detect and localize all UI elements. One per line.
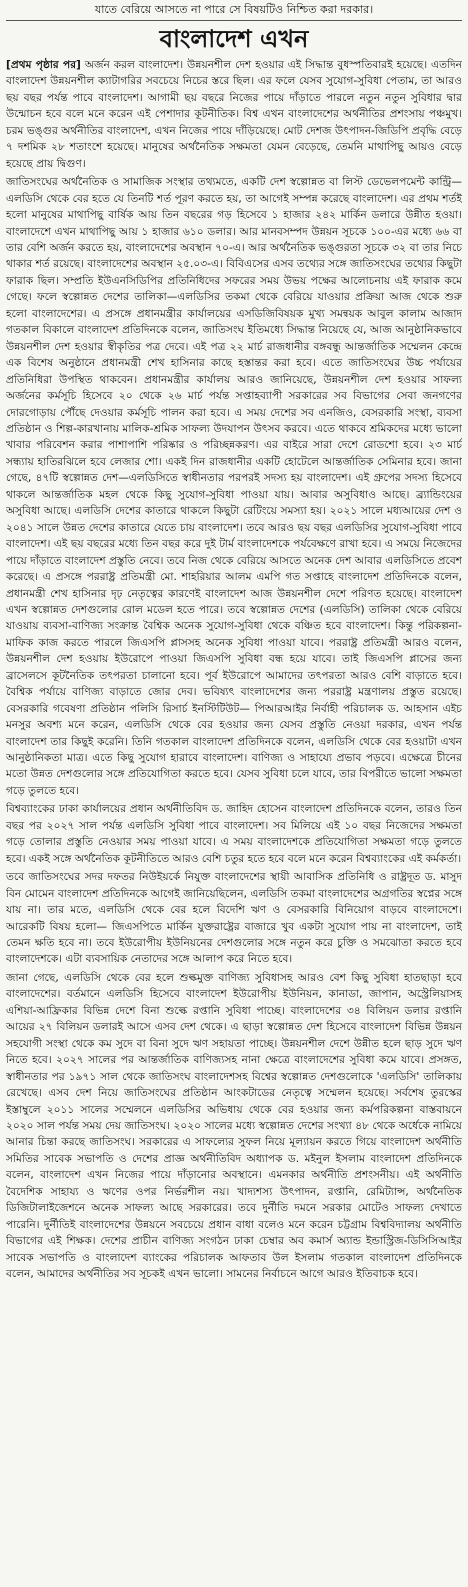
paragraph: তবে জাতিসংঘের সদর দফতর নিউইয়র্কে নিযুক্ত বাংলাদেশের স্থায়ী আবাসিক প্রতিনিধি ও রাষ্ট্রদূত ড. মাসুদ বিন মোমেন বাংলাদেশ প্রতিদিনকে আগেই জানিয়েছিলেন, এলডিসি তকমা বাংলাদেশের অগ্রগতির স্বপ্নের সঙ্গে যায় না। তার মতে, এলডিসি থেকে বের হলে বিদেশি ঋণ ও বেসরকারি বিনিয়োগ বাড়বে বাংলাদেশে। আরেকটি বিষয় হলো— জিএসপিতে মার্কিন যুক্তরাষ্ট্রের বাজারে খুব একটা সুযোগ পায় না বাংলাদেশ, তাই তেমন ক্ষতি হবে না। তবে ইউরোপীয় ইউনিয়নের দেশগুলোর সঙ্গে নতুন করে চুক্তি ও সমঝোতা করতে হবে বাংলাদেশকে। এটা ব্যবসায়িক নেতাদের সঙ্গে আলাপ করে নিতে হবে।: [6, 871, 462, 966]
paragraph-text: অর্জন করল বাংলাদেশ। উন্নয়নশীল দেশ হওয়ার এই সিদ্ধান্ত বুধস্পতিবারই হয়েছে। এতদিন বাংলাদেশ উন্নয়নশীল ক্যাটাগরির সবচেয়ে নিচের স্তরে ছিল। এর ফলে যেসব সুযোগ-সুবিধা পেতাম, তা আরও ছয় বছর পর্যন্ত পাবে বাংলাদেশ। আগামী ছয় বছরে নিজের পায়ে দাঁড়াতে পারলে নতুন নতুন সুবিধার দ্বার উন্মোচন হবে বলে মনে করেন এই পেশাদার কূটনীতিক। বিশ্ব এখন বাংলাদেশের অর্থনীতির প্রশংসায় পঞ্চমুখ। চরম ভঙ্গুর অর্থনীতির বাংলাদেশ, এখন নিজের পায়ে দাঁড়িয়েছে। মোট দেশজ উৎপাদন-জিডিপি প্রবৃদ্ধি বেড়ে ৭ দশমিক ২৮ শতাংশে হয়েছে। মানুষের অর্থনৈতিক সক্ষমতা যেমন বেড়েছে, তেমনি মাথাপিছু আয়ও বেড়ে হয়েছে প্রায় দ্বিগুণ।: [6, 59, 462, 170]
headline: বাংলাদেশ এখন: [159, 24, 309, 53]
previous-article-tail: যাতে বেরিয়ে আসতে না পারে সে বিষয়টিও নিশ্চিত করা দরকার।: [6, 0, 462, 21]
article-body: [6, 57, 462, 1283]
paragraph: বিশ্বব্যাংকের ঢাকা কার্যালয়ের প্রধান অর্থনীতিবিদ ড. জাহিদ হোসেন বাংলাদেশ প্রতিদিনকে বলেন, তারও তিন বছর পর ২০২৭ সাল পর্যন্ত এলডিসি সুবিধা পাবে বাংলাদেশ। সব মিলিয়ে এই ১০ বছর নিজেদের সক্ষমতা গড়ে তোলার প্রস্তুতি নেওয়ার সময় পাওয়া যাবে। এ সময় বাংলাদেশকে প্রতিযোগিতা সক্ষমতা গড়ে তুলতে হবে। একই সঙ্গে অর্থনৈতিক কূটনীতিতে আরও বেশি চতুর হতে হবে বলে মনে করেন বিশ্বব্যাংকের এই কর্মকর্তা।: [6, 803, 462, 865]
paragraph: জাতিসংঘের অর্থনৈতিক ও সামাজিক সংস্থার তথ্যমতে, একটি দেশ স্বল্পোন্নত বা লিস্ট ডেভেলপমেন্ট কান্ট্রি— এলডিসি থেকে বের হতে যে তিনটি শর্ত পূরণ করতে হয়, তা আগেই সম্পন্ন করেছে বাংলাদেশ। এর প্রথম শর্তই হলো মানুষের মাথাপিছু বার্ষিক আয় তিন বছরের গড় হিসেবে ১ হাজার ২৪২ মার্কিন ডলারে উন্নীত হওয়া। বাংলাদেশে এখন মাথাপিছু আয় ১ হাজার ৬১০ ডলার। আর মানবসম্পদ উন্নয়ন সূচকে ১০০-এর মধ্যে ৬৬ বা তার বেশি অর্জন করতে হয়, বাংলাদেশের অবস্থান ৭০-এ। আর অর্থনৈতিক ভঙ্গুরতা সূচকে ৩২ বা তার নিচে থাকার শর্ত রয়েছে। বাংলাদেশের অবস্থান ২৫.০৩-এ। বিবিএসের এসব তথ্যের সঙ্গে জাতিসংঘের তথ্যের কিছুটা ফারাক ছিল। সম্প্রতি ইউএনসিডিপির প্রতিনিধিদের সফরের সময় উভয় পক্ষের আলোচনায় এই ফারাক কমে গেছে। ফলে স্বল্পোন্নত দেশের তালিকা—এলডিসির তকমা থেকে বেরিয়ে যাওয়ার প্রক্রিয়া আজ থেকে শুরু হলো বাংলাদেশের। এ প্রসঙ্গে প্রধানমন্ত্রীর কার্যালয়ের এসডিজিবিষয়ক মুখ্য সমন্বয়ক আবুল কালাম আজাদ গতকাল বিকালে বাংলাদেশ প্রতিদিনকে বলেন, জাতিসংঘ ইতিমধ্যে সিদ্ধান্ত নিয়েছে যে, আজ আনুষ্ঠানিকভাবে উন্নয়নশীল দেশ হওয়ার স্বীকৃতির পত্র দেবে। এই পত্র ২২ মার্চ রাজধানীর বঙ্গবন্ধু আন্তর্জাতিক সম্মেলন কেন্দ্রে এক বিশেষ অনুষ্ঠানে প্রধানমন্ত্রী শেখ হাসিনার কাছে হস্তান্তর করা হবে। এতে জাতিসংঘের উচ্চ পর্যায়ের প্রতিনিধিরা উপস্থিত থাকবেন। প্রধানমন্ত্রীর কার্যালয় আরও জানিয়েছে, উন্নয়নশীল দেশ হওয়ার সাফল্য অর্জনের কর্মসূচি হিসেবে ২০ থেকে ২৬ মার্চ পর্যন্ত সপ্তাহব্যাপী সরকারের সব বিভাগের সেবা জনগণের দোরগোড়ায় পৌঁছে দেওয়ার কর্মসূচি পালন করা হবে। এ সময় দেশের সব এনজিও, বেসরকারি সংস্থা, ব্যবসা প্রতিষ্ঠান ও শিল্প-কারখানায় মালিক-শ্রমিক সাফল্য উদযাপন উৎসব করবে। এতে থাকবে শ্রমিকদের মধ্যে ভালো খাবার পরিবেশন করার পাশাপাশি পরিষ্কার ও পরিচ্ছন্নকরণ। এর বাইরে সারা দেশে রোডশো হবে। ২৩ মার্চ সন্ধ্যায় হাতিরঝিলে হবে লেজার শো। একই দিন রাজধানীর একটি হোটেলে আন্তর্জাতিক সেমিনার হবে। জানা গেছে, ৪৭টি স্বল্পোন্নত দেশ—এলডিসিতে স্বাধীনতার পরপরই সদস্য হয় বাংলাদেশ। এই গ্রুপের সদস্য হিসেবে থাকলে আন্তর্জাতিক মহল থেকে কিছু সুযোগ-সুবিধা পাওয়া যায়। আবার অসুবিধাও আছে। ব্র্যান্ডিংয়ের অসুবিধা আছে। এলডিসি দেশের কাতারে থাকলে কিছুটা রেটিংয়ে সমস্যা হয়। ২০২১ সালে মধ্যআয়ের দেশ ও ২০৪১ সালে উন্নত দেশের কাতারে যেতে চায় বাংলাদেশ। তবে আরও ছয় বছর এলডিসির সুযোগ-সুবিধা পাবে বাংলাদেশ। এই ছয় বছরের মধ্যে তিন বছর করে দুই টার্ম বাংলাদেশকে পর্যবেক্ষণে রাখা হবে। এ সময়ে নিজেদের পায়ে দাঁড়াতে বাংলাদেশ প্রস্তুতি নেবে। তবে নিজ থেকে বেরিয়ে আসতে অনেক দেশ আবার এলডিসিতে প্রবেশ করেছে। এ প্রসঙ্গে পররাষ্ট্র প্রতিমন্ত্রী মো. শাহরিয়ার আলম এমপি গত সপ্তাহে বাংলাদেশ প্রতিদিনকে বলেন, প্রধানমন্ত্রী শেখ হাসিনার দৃঢ় নেতৃত্বের কারণেই বাংলাদেশ আজ উন্নয়নশীল দেশে পরিণত হয়েছে। বাংলাদেশ এখন স্বল্পোন্নত দেশগুলোর রোল মডেল হতে পারে। তবে স্বল্পোন্নত দেশের (এলডিসি) তালিকা থেকে বেরিয়ে যাওয়ায় ব্যবসা-বাণিজ্য সংক্রান্ত বৈশ্বিক অনেক সুযোগ-সুবিধা থেকে বঞ্চিত হবে বাংলাদেশ। কিন্তু পরিকল্পনা-মাফিক কাজ করতে পারলে জিএসপি প্লাসসহ অনেক সুবিধা পাওয়া যাবে। পররাষ্ট্র প্রতিমন্ত্রী আরও বলেন, উন্নয়নশীল দেশ হওয়ায় ইউরোপে পাওয়া জিএসপি সুবিধা বন্ধ হয়ে যাবে। তাই জিএসপি প্লাসের জন্য ব্রাসেলসে কূটনৈতিক তৎপরতা চালানো হবে। পূর্ব ইউরোপে আমাদের তৎপরতা আরও বেশি বাড়াতে হবে। বৈশ্বিক পর্যায়ে বাণিজ্য বাড়াতে জোর দেব। ভবিষ্যৎ বাংলাদেশের জন্য পররাষ্ট্র মন্ত্রণালয় প্রস্তুত রয়েছে। বেসরকারি গবেষণা প্রতিষ্ঠান পলিসি রিসার্চ ইনস্টিটিউট— পিআরআইর নির্বাহী পরিচালক ড. আহসান এইচ মনসুর অবশ্য মনে করেন, এলডিসি থেকে বের হওয়ার জন্য যেসব প্রস্তুতি নেওয়া দরকার, এখন পর্যন্ত বাংলাদেশ তার কিছুই করেনি। তিনি গতকাল বাংলাদেশ প্রতিদিনকে বলেন, এলডিসি থেকে বের হওয়াটা এখন আনুষ্ঠানিকতা মাত্র। এতে কিছু সুযোগ হারাবে বাংলাদেশ। বাণিজ্য ও সাহায্যে প্রভাব পড়বে। এক্ষেত্রে চীনের মতো উন্নত দেশগুলোর সঙ্গে প্রতিযোগিতা করতে হবে। যেসব সুবিধা চলে যাবে, তার বিপরীতে ভালো সক্ষমতা গড়ে তুলতে হবে।: [6, 176, 462, 797]
continuation-lead: [প্রথম পৃষ্ঠার পর]: [6, 59, 81, 71]
paragraph: জানা গেছে, এলডিসি থেকে বের হলে শুল্কমুক্ত বাণিজ্য সুবিধাসহ আরও বেশ কিছু সুবিধা হাতছাড়া হবে বাংলাদেশের। বর্তমানে এলডিসি হিসেবে বাংলাদেশ ইউরোপীয় ইউনিয়ন, কানাডা, জাপান, অস্ট্রেলিয়াসহ এশিয়া-আফ্রিকার বিভিন্ন দেশে বিনা শুল্কে রপ্তানি সুবিধা পাচ্ছে। বাংলাদেশের ৩৪ বিলিয়ন ডলার রপ্তানি আয়ের ২৭ বিলিয়ন ডলারই আসে এসব দেশ থেকে। এ ছাড়া স্বল্পোন্নত দেশ হিসেবে বাংলাদেশ বিভিন্ন উন্নয়ন সহযোগী সংস্থা থেকে কম সুদে বা বিনা সুদে ঋণ সহায়তা পাচ্ছে। উন্নয়নশীল দেশে উন্নীত হলে ছাড় সুদে ঋণ নিতে হবে। ২০২৭ সালের পর আন্তর্জাতিক বাণিজ্যসহ নানা ক্ষেত্রে বাংলাদেশের সুবিধা কমে যাবে। প্রসঙ্গত, স্বাধীনতার পর ১৯৭১ সাল থেকে জাতিসংঘ বাংলাদেশসহ বিশ্বের স্বল্পোন্নত দেশগুলোকে 'এলডিসি' তালিকায় রেখেছে। এসব দেশ নিয়ে জাতিসংঘের প্রতিষ্ঠান আংকটাডের নেতৃত্বে সম্মেলন হয়েছে। সর্বশেষ তুরস্কের ইস্তাম্বুলে ২০১১ সালের সম্মেলনে এলডিসির অভিধায় থেকে বের হওয়ার জন্য কর্মপরিকল্পনা বাস্তবায়নে ২০২০ সাল পর্যন্ত সময় দেয় জাতিসংঘ। ২০২০ সালের মধ্যে স্বল্পোন্নত দেশের সংখ্যা ৪৮ থেকে অর্ধেকে নামিয়ে আনার চিন্তা করছে জাতিসংঘ। সরকারের এ সাফল্যের সুফল নিয়ে মূল্যায়ন করতে গিয়ে বাংলাদেশ অর্থনীতি সমিতির সাবেক সভাপতি ও দেশের প্রাজ্ঞ অর্থনীতিবিদ অধ্যাপক ড. মইনুল ইসলাম বাংলাদেশ প্রতিদিনকে বলেন, বাংলাদেশ এখন নিজের পায়ে দাঁড়ানোর অবস্থানে। এমনকার অর্থনীতি প্রশংসনীয়। এই অর্থনীতি বৈদেশিক সাহায্য ও ঋণের ওপর নির্ভরশীল নয়। খাদ্যশস্য উৎপাদন, রপ্তানি, রেমিট্যান্স, অর্থনৈতিক ডিজিটালাইজেশনে অনেক সাফল্য আছে সরকারের। তবে দুর্নীতি দমনে সরকার মোটেও সাফল্য দেখাতে পারেনি। দুর্নীতিই বাংলাদেশের উন্নয়নে সবচেয়ে প্রধান বাধা বলেও মনে করেন চট্টগ্রাম বিশ্ববিদ্যালয় অর্থনীতি বিভাগের এই শিক্ষক। দেশের প্রাচীন বাণিজ্য সংগঠন ঢাকা চেম্বার অব কমার্স অ্যান্ড ইন্ডাস্ট্রিজ-ডিসিসিআইর সাবেক সভাপতি ও বাংলাদেশ ব্যাংকের পরিচালক আফতাব উল ইসলাম গতকাল বাংলাদেশ প্রতিদিনকে বলেন, আমাদের অর্থনীতির সব সূচকই এখন ভালো। সামনের নির্বাচনে আগে আরও ইতিবাচক হবে।: [6, 971, 462, 1281]
paragraph: [6, 57, 462, 172]
article: [6, 0, 462, 1587]
